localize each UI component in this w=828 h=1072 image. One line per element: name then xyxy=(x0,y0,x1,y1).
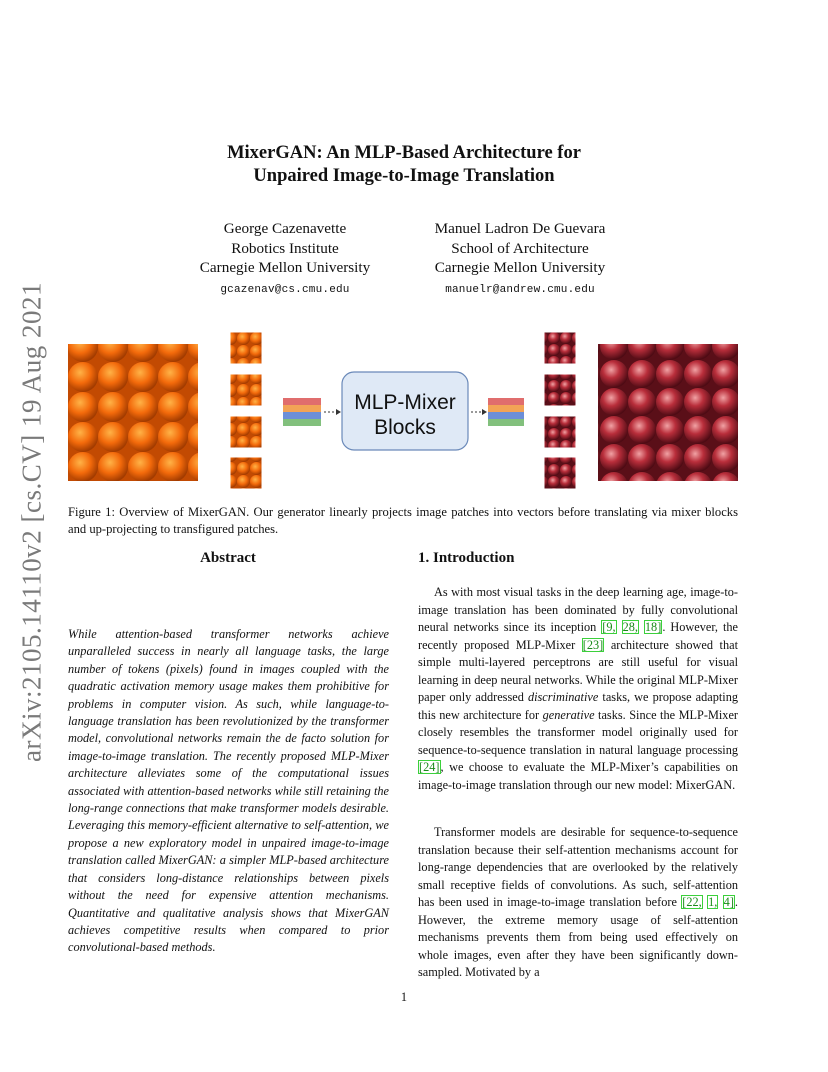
author-institution: Carnegie Mellon University xyxy=(434,259,606,276)
citation-link[interactable]: [24] xyxy=(419,760,440,774)
author-affiliation: School of Architecture xyxy=(451,239,589,257)
output-patches xyxy=(544,332,576,489)
figure-overview xyxy=(68,332,738,492)
emphasis: discriminative xyxy=(527,690,599,704)
output-patch xyxy=(544,374,576,406)
author-email[interactable]: gcazenav@cs.cmu.edu xyxy=(220,283,350,296)
output-patch xyxy=(544,416,576,448)
title-line-2: Unpaired Image-to-Image Translation xyxy=(253,166,555,186)
paper-title xyxy=(100,142,708,188)
mlp-mixer-label: MLP-Mixer xyxy=(354,391,456,414)
citation-link[interactable]: [23] xyxy=(582,637,604,652)
arxiv-stamp: arXiv:2105.14110v2 [cs.CV] 19 Aug 2021 xyxy=(16,282,47,762)
author-institution: Carnegie Mellon University xyxy=(199,259,371,276)
input-orange-image xyxy=(68,344,198,481)
introduction-paragraph: As with most visual tasks in the deep learning age, image-to-image translation has been dominated by fully convolutional neural networks since its inception [9, 28, 18]. However, the recently proposed MLP-Mixer [23] architecture showed that simple multi-layered perceptrons are still useful for visual learning in deep neural networks. While the original MLP-Mixer paper only addressed discriminative tasks, we propose adapting this new architecture for generative tasks. Since the MLP-Mixer closely resembles the transformer model originally used for sequence-to-sequence translation in natural language processing [24], we choose to evaluate the MLP-Mixer’s capabilities on image-to-image translation through our new model: MixerGAN. xyxy=(418,585,738,792)
title-line-1: MixerGAN: An MLP-Based Architecture for xyxy=(227,143,581,163)
page-number: 1 xyxy=(400,990,408,1004)
citation-link[interactable]: [9, xyxy=(602,620,616,634)
output-patch xyxy=(544,457,576,489)
mlp-mixer-block xyxy=(342,372,468,450)
emphasis: generative xyxy=(542,707,595,722)
output-apple-image xyxy=(598,344,738,481)
figure-diagram xyxy=(68,332,738,492)
abstract-heading: Abstract xyxy=(200,550,256,566)
author-block xyxy=(170,219,400,300)
citation-link[interactable]: [22, xyxy=(682,895,702,909)
input-patches xyxy=(230,332,262,489)
output-patch xyxy=(544,332,576,364)
blocks-label: Blocks xyxy=(374,416,436,439)
author-email[interactable]: manuelr@andrew.cmu.edu xyxy=(445,283,595,296)
author-block xyxy=(405,219,635,300)
input-patch-vectors xyxy=(283,398,321,426)
author-affiliation: Robotics Institute xyxy=(231,239,339,257)
input-patch xyxy=(230,332,262,364)
introduction-heading: 1. Introduction xyxy=(418,550,515,566)
abstract-body: While attention-based transformer networks achieve unparalleled success in nearly all language tasks, the large number of tokens (pixels) found in images coupled with the quadratic activation memory usage makes them prohibitive for problems in computer vision. As such, while language-to-language translation has been revolutionized by the transformer model, convolutional networks remain the de facto solution for image-to-image translation. The recently proposed MLP-Mixer architecture alleviates some of the computational issues associated with attention-based networks while still retaining the long-range connections that make transformer models desirable. Leveraging this memory-efficient alternative to self-attention, we propose a new exploratory model in unpaired image-to-image translation called MixerGAN: a simpler MLP-based architecture that considers long-distance relationships between pixels without the need for expensive attention mechanisms. Quantitative and qualitative analysis shows that MixerGAN achieves competitive results when compared to prior convolutional-based methods. xyxy=(68,627,389,955)
citation-link[interactable]: 1, xyxy=(708,895,718,909)
arrow-icon xyxy=(324,409,341,415)
input-patch xyxy=(230,374,262,406)
citation-link[interactable]: 28, xyxy=(622,620,638,634)
input-patch xyxy=(230,457,262,489)
citation-link[interactable]: 18] xyxy=(644,620,662,634)
citation-link[interactable]: 4] xyxy=(723,895,734,909)
figure-caption: Figure 1: Overview of MixerGAN. Our generator linearly projects image patches into vectors before translating via mixer blocks and up-projecting to transfigured patches. xyxy=(68,505,738,536)
arrow-icon xyxy=(471,409,487,415)
introduction-paragraph: Transformer models are desirable for sequence-to-sequence translation because their self-attention mechanisms account for long-range dependencies that are overlooked by the relatively small receptive fields of convolutions. As such, self-attention has been used in image-to-image translation before [22, 1, 4]. However, the extreme memory usage of self-attention mechanisms prevents them from being used effectively on whole images, even after they have been significantly down-sampled. Motivated by a xyxy=(418,825,738,979)
output-patch-vectors xyxy=(488,398,524,426)
author-name: George Cazenavette xyxy=(223,220,347,237)
author-name: Manuel Ladron De Guevara xyxy=(434,220,606,237)
input-patch xyxy=(230,416,262,448)
